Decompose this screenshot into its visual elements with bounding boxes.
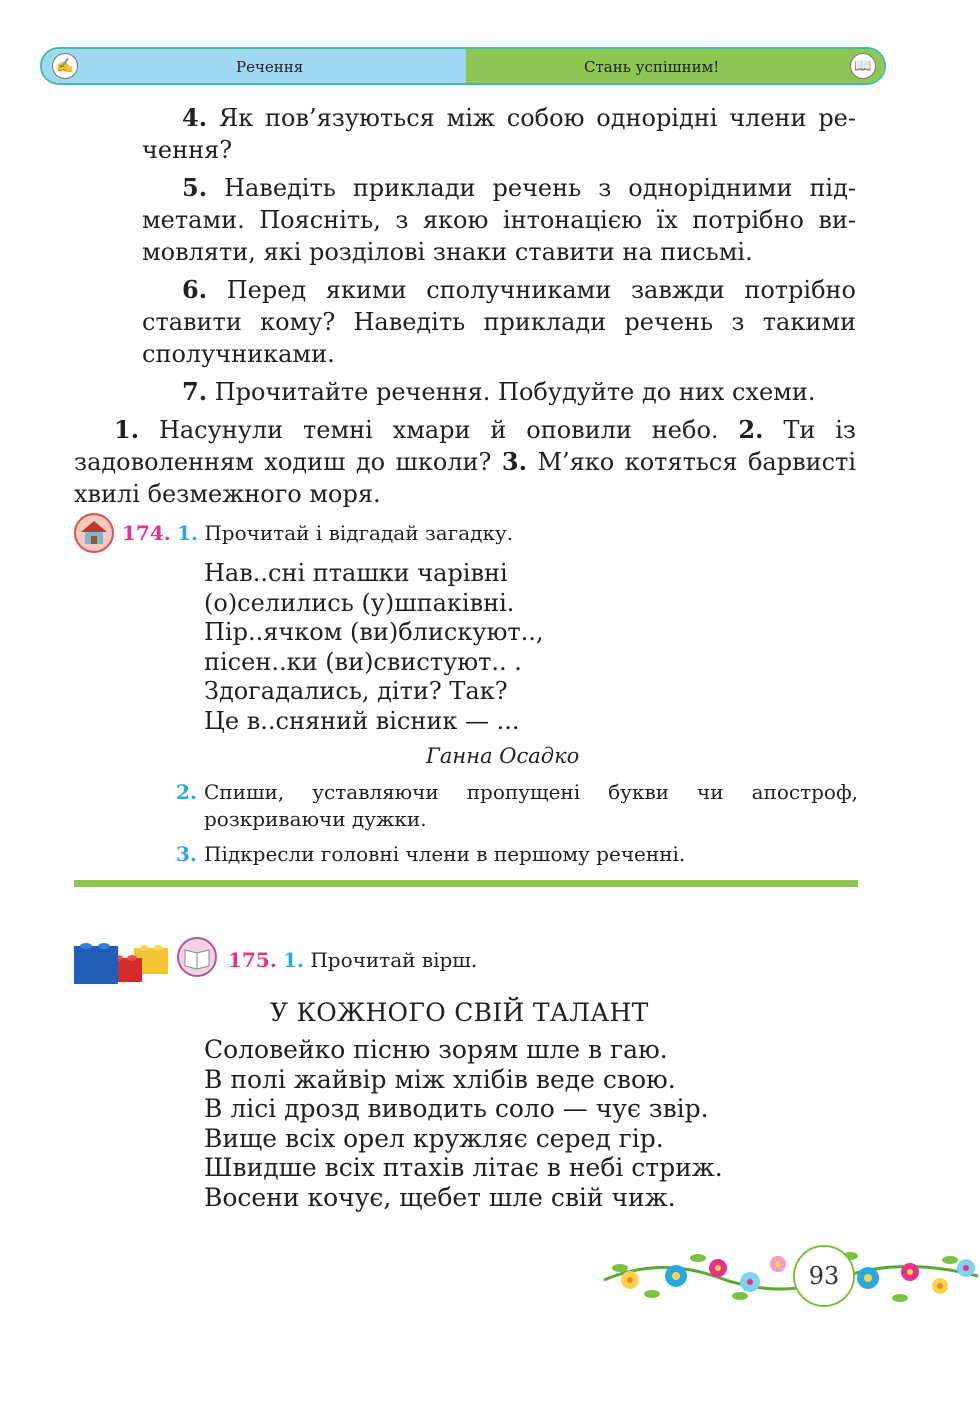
step-text: Прочитай вірш.	[303, 948, 478, 972]
poem-line: Вище всіх орел кружляє серед гір.	[204, 1123, 664, 1153]
pen-icon: ✍	[52, 53, 78, 79]
question-4	[142, 102, 856, 166]
exercise-175-step-1	[228, 947, 868, 973]
poem-line: пісен..ки (ви)свистуют.. .	[204, 647, 522, 676]
question-6	[142, 274, 856, 370]
sentence-number: 3.	[501, 447, 527, 476]
sentence-text: Насунули темні хмари й оповили небо.	[139, 416, 739, 444]
question-number: 4.	[182, 103, 208, 132]
question-text: Наведіть приклади речень з однорідними під-метами. Поясніть, з якою інтонацією їх потрібно ви-мовляти, які розділові знаки ставити на письмі.	[142, 174, 856, 266]
sentence-text: Ти із задоволенням ходиш до школи?	[74, 416, 857, 476]
step-text: Прочитай і відгадай загадку.	[197, 521, 514, 545]
question-number: 5.	[182, 173, 208, 202]
home-task-icon	[74, 513, 114, 553]
poem-line: Швидше всіх птахів літає в небі стриж.	[204, 1153, 723, 1183]
step-number: 1.	[283, 948, 304, 972]
page-number: 93	[793, 1245, 855, 1307]
step-number: 2.	[176, 780, 197, 804]
question-5	[142, 172, 856, 268]
poem-line: В полі жайвір між хлібів веде свою.	[204, 1064, 676, 1094]
question-text: Прочитайте речення. Побудуйте до них схеми.	[207, 378, 816, 406]
talent-poem	[204, 1035, 723, 1213]
header-left-label: Речення	[236, 58, 304, 76]
poem-title: У КОЖНОГО СВІЙ ТАЛАНТ	[270, 998, 649, 1027]
exercise-number: 175.	[228, 948, 277, 972]
header-section-right	[466, 49, 884, 83]
poem-line: Пір..ячком (ви)блискуют..,	[204, 618, 544, 647]
poem-line: В лісі дрозд виводить соло — чує звір.	[204, 1094, 709, 1124]
exercise-174-step-2	[176, 779, 858, 833]
book-icon: 📖	[850, 53, 876, 79]
step-text: Підкресли головні члени в першому реченні.	[204, 842, 686, 866]
question-number: 6.	[182, 275, 208, 304]
poem-line: Здогадались, діти? Так?	[204, 677, 508, 706]
section-divider	[74, 880, 858, 887]
sentence-number: 1.	[114, 415, 140, 444]
flower-garland-decoration	[600, 1238, 980, 1314]
page-header	[40, 47, 886, 85]
exercise-number: 174.	[122, 521, 171, 545]
header-right-label: Стань успішним!	[584, 58, 720, 76]
question-7	[142, 376, 856, 408]
question-text: Як пов’язуються між собою однорідні члени ре-чення?	[142, 104, 856, 164]
header-section-left	[42, 49, 466, 83]
exercise-174-step-1	[122, 520, 862, 546]
question-text: Перед якими сполучниками завжди потрібно ставити кому? Наведіть приклади речень з такими сполучниками.	[142, 276, 856, 368]
sentence-number: 2.	[738, 415, 764, 444]
poem-line: (о)селились (у)шпаківні.	[204, 588, 515, 617]
poem-author: Ганна Осадко	[426, 744, 580, 768]
riddle-poem	[204, 559, 544, 737]
sentence-text: М’яко котяться барвисті хвилі безмежного моря.	[74, 448, 856, 508]
lego-blocks-icon	[72, 934, 172, 986]
step-text: Спиши, уставляючи пропущені букви чи апостроф, розкриваючи дужки.	[204, 780, 858, 831]
step-number: 3.	[176, 842, 197, 866]
exercise-174-step-3	[176, 841, 858, 867]
poem-line: Восени кочує, щебет шле свій чиж.	[204, 1182, 676, 1212]
step-number: 1.	[177, 521, 198, 545]
open-book-icon	[177, 937, 217, 977]
poem-line: Це в..сняний вісник — ...	[204, 706, 520, 735]
poem-line: Соловейко пісню зорям шле в гаю.	[204, 1035, 668, 1064]
question-number: 7.	[182, 377, 208, 406]
sentences-block	[74, 414, 856, 510]
poem-line: Нав..сні пташки чарівні	[204, 559, 508, 587]
